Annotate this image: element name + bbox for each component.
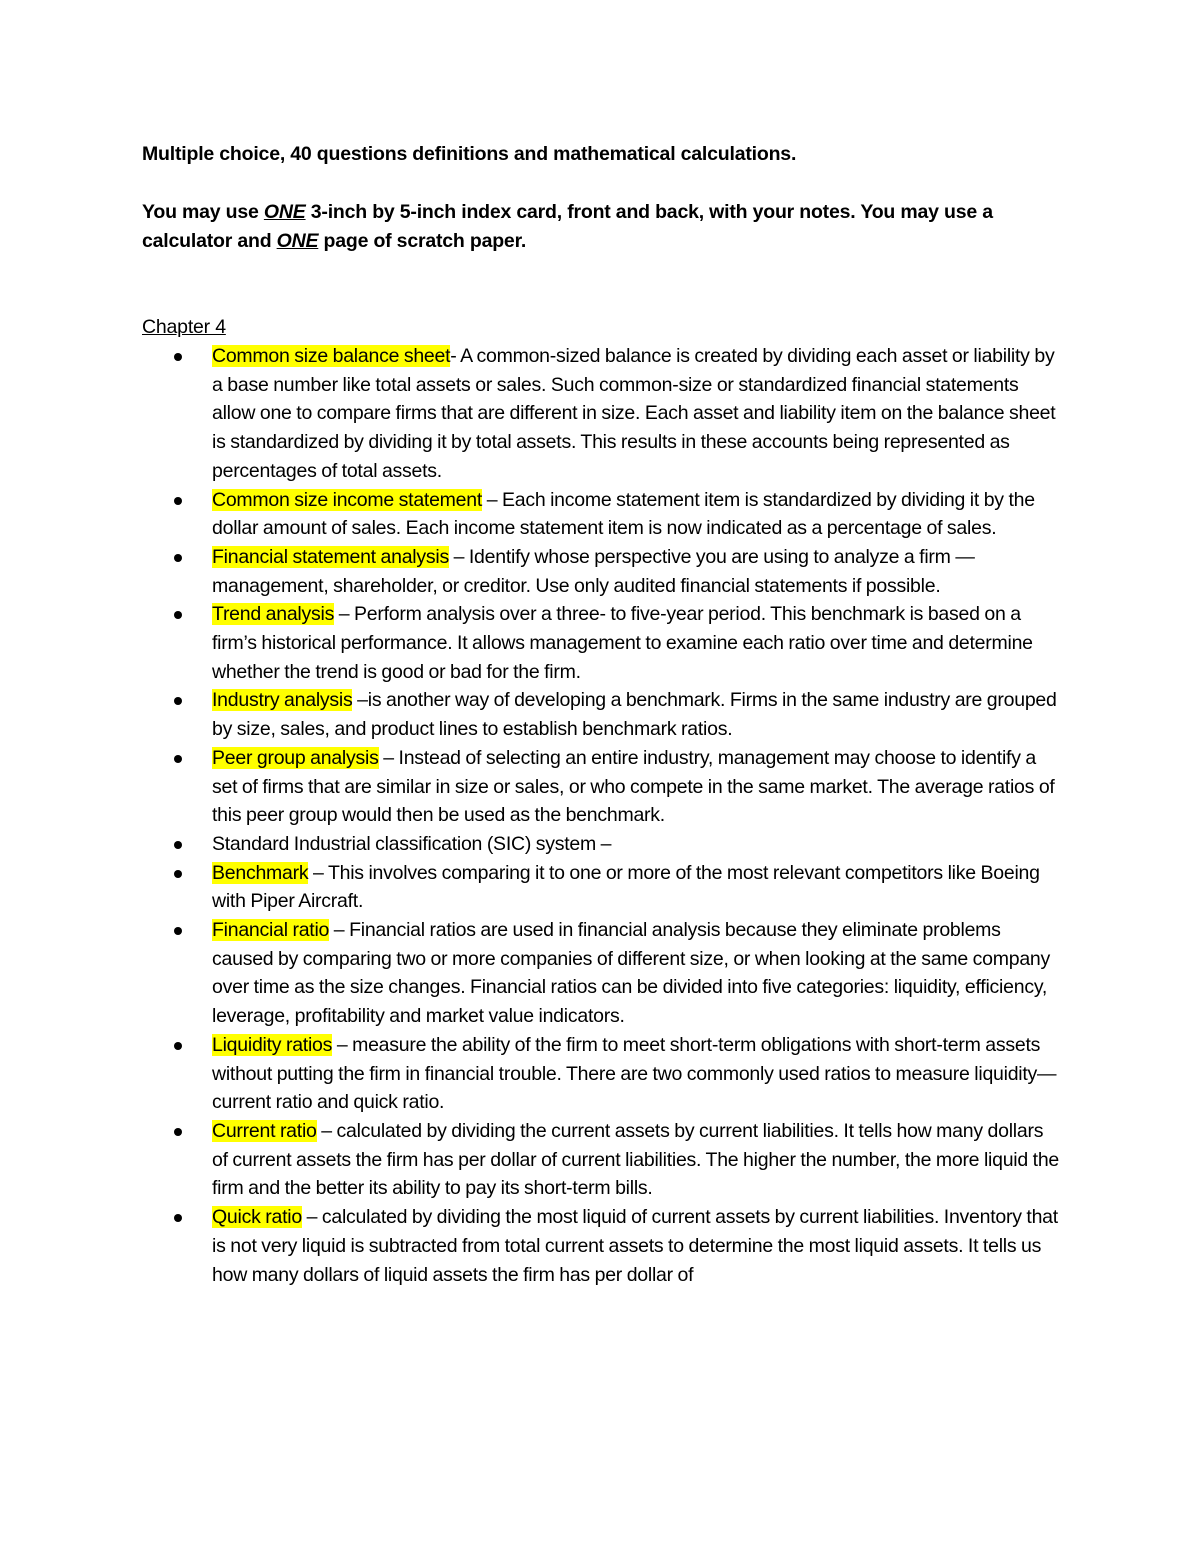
chapter-heading: Chapter 4 (142, 316, 226, 338)
allowed-text-c: page of scratch paper. (318, 230, 527, 252)
list-item (142, 686, 1062, 743)
term-definition: – This involves comparing it to one or more of the most relevant competitors like Boeing with Piper Aircraft. (212, 861, 1040, 913)
bullet-icon (174, 870, 182, 878)
term-highlight: Current ratio (212, 1119, 317, 1142)
allowed-text-b: 3-inch by 5-inch index card, front and back, with your notes. You may use a calculator and (142, 201, 993, 252)
term-highlight: Quick ratio (212, 1206, 302, 1229)
list-item (142, 1031, 1062, 1117)
one-emphasis-2: ONE (276, 230, 319, 252)
bullet-icon (174, 1214, 182, 1222)
list-item (142, 830, 1062, 859)
list-item (142, 859, 1062, 916)
bullet-icon (174, 611, 182, 619)
allowed-materials-line (142, 198, 1062, 256)
list-item (142, 486, 1062, 543)
bullet-icon (174, 841, 182, 849)
list-item (142, 1203, 1062, 1289)
list-item (142, 543, 1062, 600)
term-highlight: Liquidity ratios (212, 1033, 333, 1056)
term-definition: - A common-sized balance is created by dividing each asset or liability by a base number like total assets or sales. Such common-size or standardized financial statements allow one to compare firms that are different in size. Each asset and liability item on the balance sheet is standardized by dividing it by total assets. This results in these accounts being represented as percentages of total assets. (212, 345, 1056, 482)
term-highlight: Common size balance sheet (212, 345, 451, 367)
term-definition: – Perform analysis over a three- to five-year period. This benchmark is based on a firm’s historical performance. It allows management to examine each ratio over time and determine whether the trend is good or bad for the firm. (212, 603, 1033, 683)
term-definition: – Each income statement item is standardized by dividing it by the dollar amount of sales. Each income statement item is now indicated as a percentage of sales. (212, 488, 1035, 540)
term-definition: – measure the ability of the firm to meet short-term obligations with short-term assets without putting the firm in financial trouble. There are two commonly used ratios to measure liquidity—current ratio and quick ratio. (212, 1033, 1057, 1114)
list-item (142, 1117, 1062, 1203)
term-list (142, 342, 1062, 1289)
page-content (142, 140, 1062, 1289)
term-highlight: Common size income statement (212, 488, 483, 511)
term-highlight: Peer group analysis (212, 746, 379, 769)
bullet-icon (174, 353, 182, 361)
term-definition: – calculated by dividing the most liquid of current assets by current liabilities. Inventory that is not very liquid is subtracted from total current assets to determine the most liquid assets. It tells us how many dollars of liquid assets the firm has per dollar of (212, 1206, 1058, 1286)
term-highlight: Financial ratio (212, 919, 330, 942)
bullet-icon (174, 697, 182, 705)
term-definition: – Financial ratios are used in financial analysis because they eliminate problems caused by comparing two or more companies of different size, or when looking at the same company over time as the size changes. Financial ratios can be divided into five categories: liquidity, efficiency, leverage, profitability and market value indicators. (212, 919, 1051, 1028)
term-highlight: Industry analysis (212, 689, 353, 712)
list-item (142, 744, 1062, 830)
bullet-icon (174, 755, 182, 763)
list-item (142, 342, 1062, 486)
bullet-icon (174, 927, 182, 935)
term-highlight: Financial statement analysis (212, 545, 449, 568)
one-emphasis: ONE (263, 201, 306, 223)
bullet-icon (174, 1042, 182, 1050)
exam-format-line (142, 140, 1062, 169)
term-definition: – Identify whose perspective you are using to analyze a firm —management, shareholder, or creditor. Use only audited financial statements if possible. (212, 545, 975, 597)
term-definition: – calculated by dividing the current assets by current liabilities. It tells how many dollars of current assets the firm has per dollar of current liabilities. The higher the number, the more liquid the firm and the better its ability to pay its short-term bills. (212, 1119, 1060, 1200)
term-definition: – Instead of selecting an entire industry, management may choose to identify a set of firms that are similar in size or sales, or who compete in the same market. The average ratios of this peer group would then be used as the benchmark. (212, 746, 1055, 827)
term-highlight: Trend analysis (212, 603, 335, 626)
term-highlight: Benchmark (212, 861, 309, 884)
term-definition: –is another way of developing a benchmark. Firms in the same industry are grouped by size, sales, and product lines to establish benchmark ratios. (212, 689, 1057, 741)
list-item (142, 600, 1062, 686)
term-definition: Standard Industrial classification (SIC) system – (212, 832, 612, 855)
bullet-icon (174, 554, 182, 562)
exam-format-text: Multiple choice, 40 questions definitions and mathematical calculations. (142, 143, 797, 165)
allowed-text-a: You may use (142, 201, 264, 223)
bullet-icon (174, 1128, 182, 1136)
bullet-icon (174, 497, 182, 505)
list-item (142, 916, 1062, 1031)
